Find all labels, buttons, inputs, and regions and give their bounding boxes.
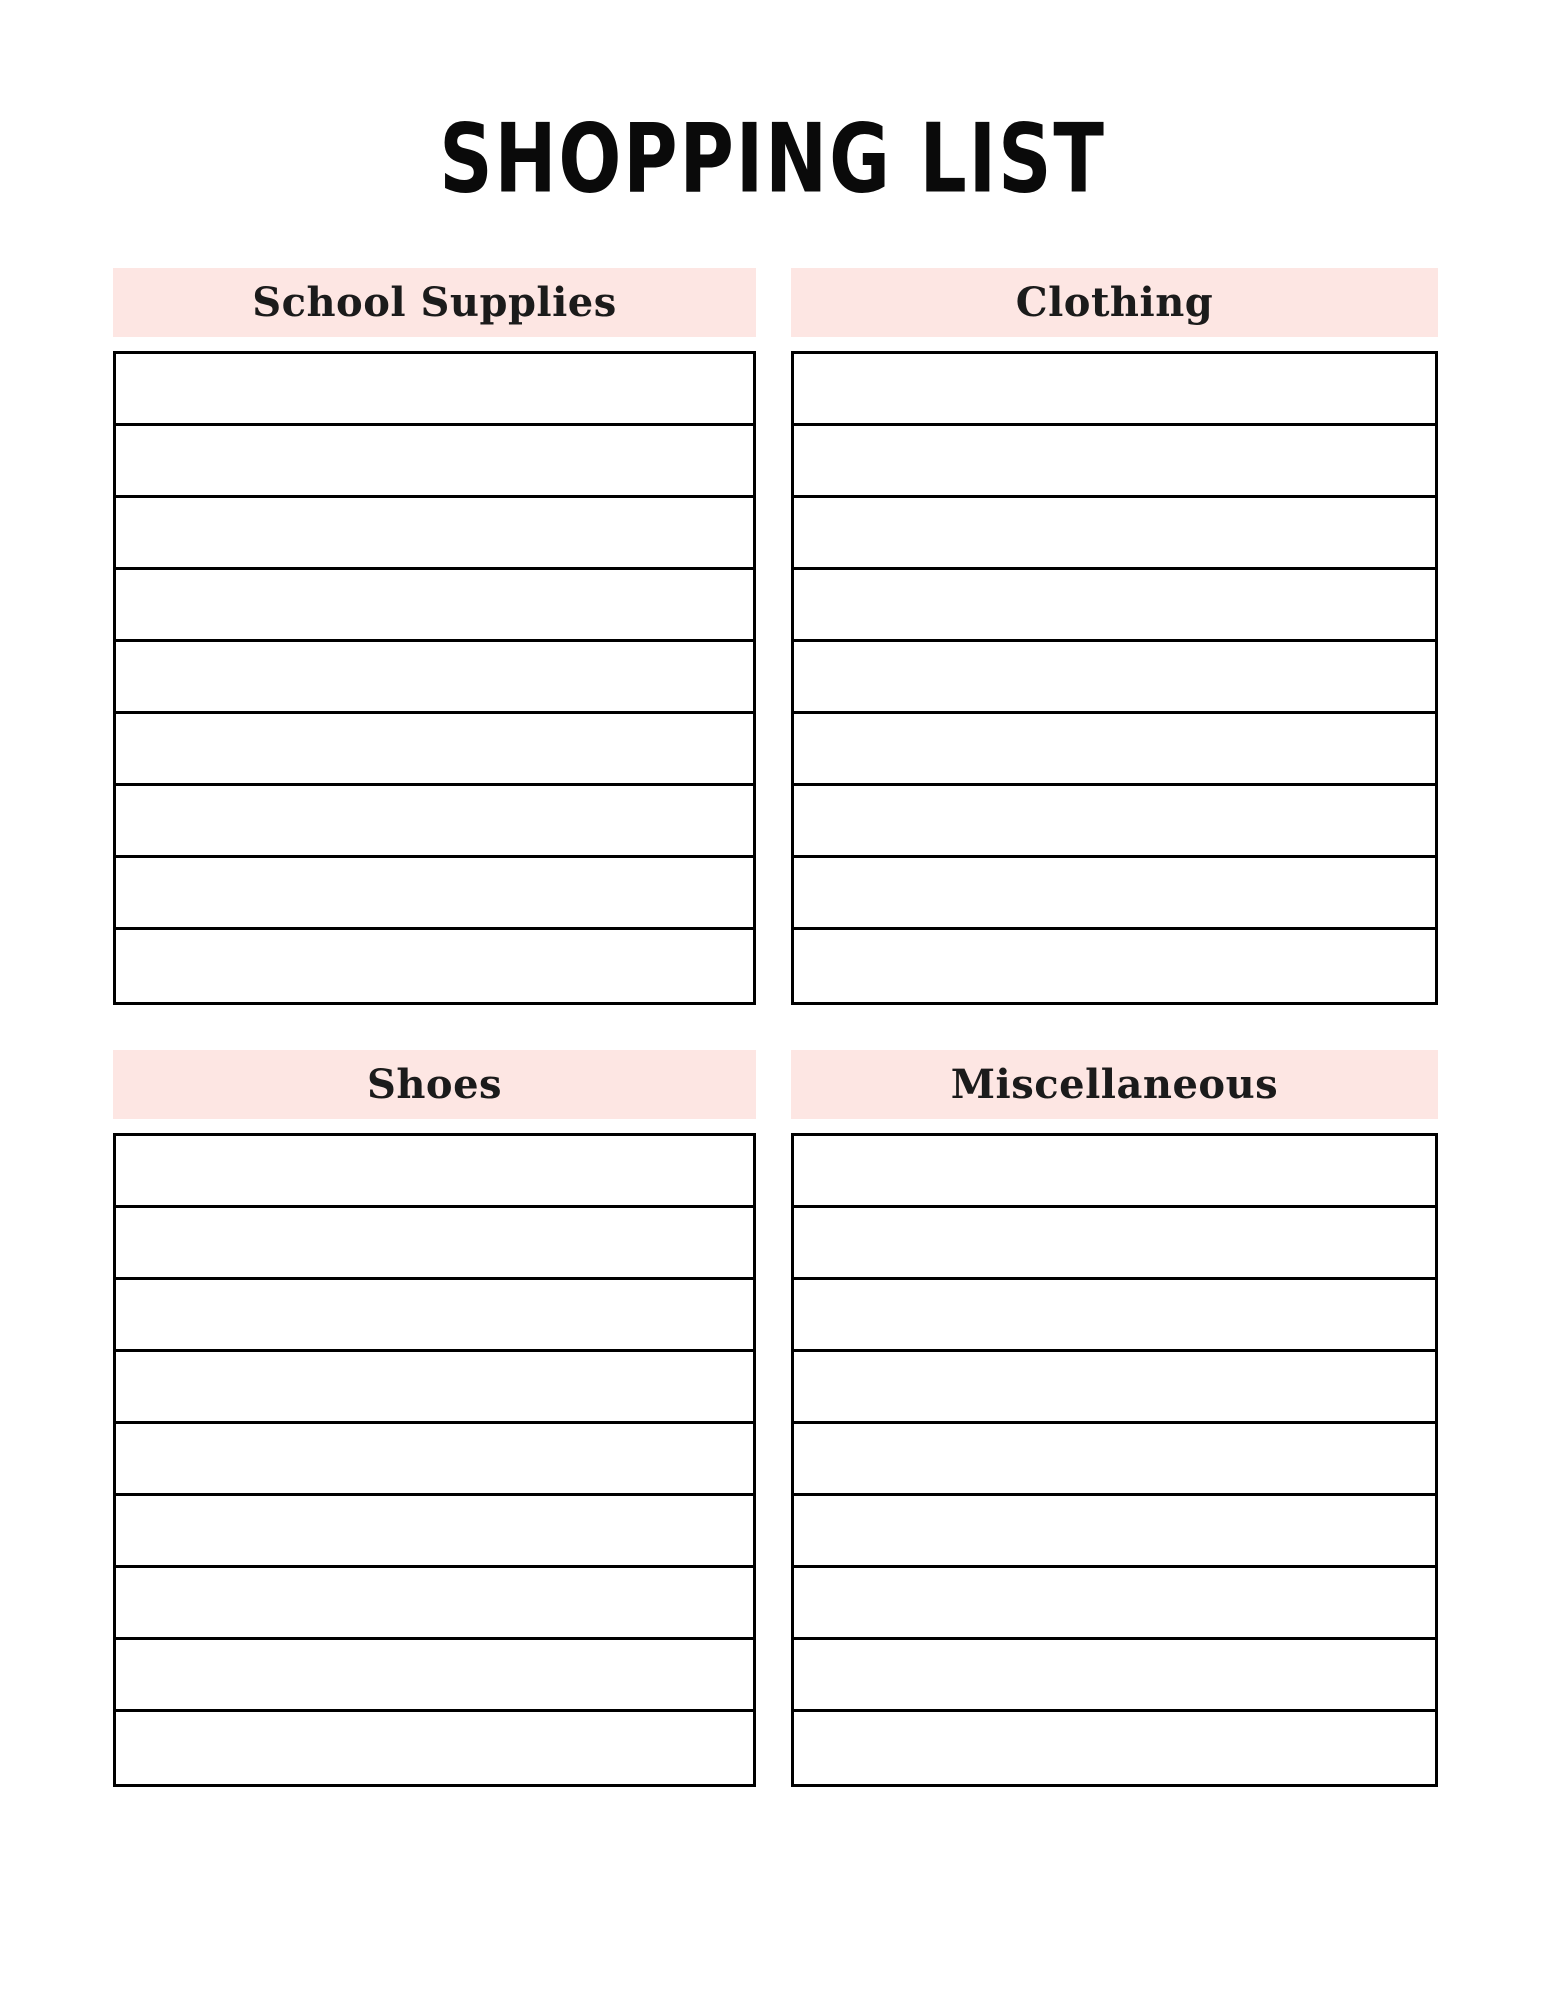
section-header-school-supplies [113, 268, 756, 337]
list-row[interactable] [794, 570, 1435, 642]
list-row[interactable] [116, 1568, 753, 1640]
list-row[interactable] [116, 714, 753, 786]
list-row[interactable] [116, 1352, 753, 1424]
section-miscellaneous [791, 1050, 1438, 1787]
section-header-clothing [791, 268, 1438, 337]
list-row[interactable] [794, 930, 1435, 1002]
list-row[interactable] [116, 930, 753, 1002]
list-row[interactable] [116, 1640, 753, 1712]
list-row[interactable] [116, 426, 753, 498]
list-row[interactable] [116, 1280, 753, 1352]
list-row[interactable] [794, 498, 1435, 570]
section-header-miscellaneous [791, 1050, 1438, 1119]
list-row[interactable] [116, 786, 753, 858]
section-school-supplies [113, 268, 756, 1005]
list-row[interactable] [794, 786, 1435, 858]
list-row[interactable] [794, 426, 1435, 498]
list-row[interactable] [116, 570, 753, 642]
section-table-school-supplies [113, 351, 756, 1005]
list-row[interactable] [116, 498, 753, 570]
list-row[interactable] [794, 714, 1435, 786]
list-row[interactable] [116, 858, 753, 930]
section-clothing [791, 268, 1438, 1005]
page-title: SHOPPING LIST [439, 104, 1106, 215]
sections-grid [113, 268, 1438, 1787]
list-row[interactable] [116, 1424, 753, 1496]
section-title: Clothing [1015, 279, 1214, 326]
list-row[interactable] [794, 1280, 1435, 1352]
section-shoes [113, 1050, 756, 1787]
section-header-shoes [113, 1050, 756, 1119]
list-row[interactable] [794, 1208, 1435, 1280]
list-row[interactable] [116, 1496, 753, 1568]
list-row[interactable] [794, 1568, 1435, 1640]
list-row[interactable] [116, 642, 753, 714]
list-row[interactable] [794, 1712, 1435, 1784]
section-table-clothing [791, 351, 1438, 1005]
list-row[interactable] [116, 1208, 753, 1280]
section-title: Shoes [366, 1061, 503, 1108]
list-row[interactable] [794, 1496, 1435, 1568]
list-row[interactable] [794, 1640, 1435, 1712]
list-row[interactable] [116, 1712, 753, 1784]
list-row[interactable] [794, 1136, 1435, 1208]
list-row[interactable] [116, 354, 753, 426]
section-table-shoes [113, 1133, 756, 1787]
list-row[interactable] [116, 1136, 753, 1208]
list-row[interactable] [794, 858, 1435, 930]
section-title: Miscellaneous [950, 1061, 1279, 1108]
list-row[interactable] [794, 1352, 1435, 1424]
list-row[interactable] [794, 354, 1435, 426]
section-table-miscellaneous [791, 1133, 1438, 1787]
list-row[interactable] [794, 1424, 1435, 1496]
section-title: School Supplies [252, 279, 617, 326]
list-row[interactable] [794, 642, 1435, 714]
